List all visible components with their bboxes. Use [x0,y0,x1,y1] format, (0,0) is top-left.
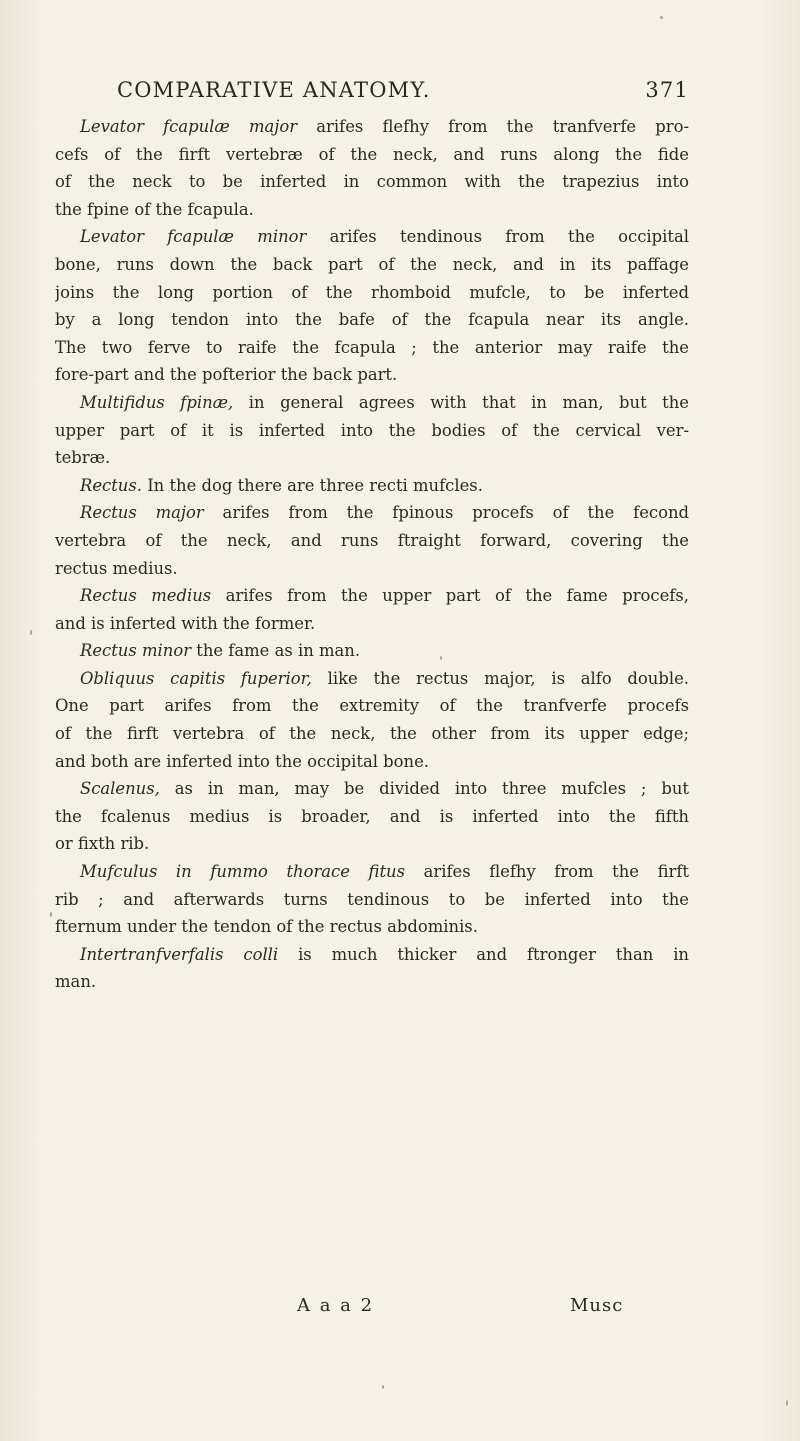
text-line [55,665,689,693]
text-line: the fcalenus medius is broader, and is inferted into the fifth [55,806,689,826]
line-text: in general agrees with that in man, but the [233,392,689,412]
text-line [55,858,689,886]
text-line: upper part of it is inferted into the bodies of the cervical ver- [55,420,689,440]
page-footer [55,1295,689,1325]
line-text: arifes from the upper part of the fame procefs, [211,586,689,606]
paper-speck [30,630,32,635]
text-line [55,223,689,251]
text-line [55,637,689,665]
page-number: 371 [645,78,689,102]
text-line: by a long tendon into the bafe of the fcapula near its angle. [55,310,689,330]
text-line [55,113,689,141]
text-line [55,389,689,417]
line-text: arifes tendinous from the occipital [306,227,689,247]
text-line: man. [55,972,97,992]
body-text [55,113,689,996]
paper-speck [786,1400,788,1406]
text-line [55,775,689,803]
muscle-name: Rectus minor [80,641,192,661]
signature-mark: A a a 2 [297,1295,375,1316]
muscle-name: Levator fcapulæ major [80,117,298,136]
line-text: is much thicker and ftronger than in [278,944,689,964]
paper-speck [50,912,52,917]
text-line: joins the long portion of the rhomboid mufcle, to be inferted [55,282,689,302]
catchword: Musc [570,1295,624,1316]
text-line: and both are inferted into the occipital bone. [55,751,430,771]
text-line: or fixth rib. [55,834,150,854]
muscle-name: Rectus major [80,503,204,523]
paper-speck [382,1385,384,1389]
muscle-name: Scalenus, [80,779,160,799]
text-line: tebræ. [55,448,111,468]
muscle-name: Obliquus capitis fuperior, [80,668,312,688]
text-line: of the neck to be inferted in common with the trapezius into [55,172,689,192]
text-line: vertebra of the neck, and runs ftraight forward, covering the [55,530,689,550]
text-line: cefs of the firft vertebræ of the neck, and runs along the fide [55,144,689,164]
text-line: bone, runs down the back part of the neck, and in its paffage [55,254,689,274]
line-text: arifes from the fpinous procefs of the fecond [203,503,689,523]
text-line: The two ferve to raife the fcapula ; the anterior may raife the [55,337,689,357]
line-text: In the dog there are three recti mufcles. [142,475,483,495]
text-line: One part arifes from the extremity of the tranfverfe procefs [55,696,689,716]
line-text: as in man, may be divided into three mufcles ; but [159,779,689,799]
muscle-name: Mufculus in fummo thorace fitus [80,862,406,882]
text-line [55,941,689,969]
muscle-name: Intertranfverfalis colli [80,944,279,964]
text-line: rectus medius. [55,558,178,578]
paper-speck [660,16,663,19]
muscle-name: Multifidus fpinæ, [80,392,234,412]
running-header [117,78,689,108]
muscle-name: Levator fcapulæ minor [80,227,307,247]
muscle-name: Rectus medius [80,586,212,606]
text-line: fore-part and the pofterior the back part. [55,365,398,385]
text-line: and is inferted with the former. [55,613,316,633]
paper-speck [440,656,442,660]
line-text: the fame as in man. [191,641,361,661]
line-text: like the rectus major, is alfo double. [311,668,689,688]
line-text: arifes flefhy from the tranfverfe pro- [297,117,689,136]
text-line: rib ; and afterwards turns tendinous to be inferted into the [55,889,689,909]
text-line [55,499,689,527]
running-title: COMPARATIVE ANATOMY. [117,78,431,102]
text-line: of the firft vertebra of the neck, the other from its upper edge; [55,724,689,744]
text-line: the fpine of the fcapula. [55,199,254,219]
text-line: fternum under the tendon of the rectus abdominis. [55,917,478,937]
text-line [55,472,689,500]
line-text: arifes flefhy from the firft [405,862,689,882]
muscle-name: Rectus. [80,475,142,495]
text-line [55,582,689,610]
